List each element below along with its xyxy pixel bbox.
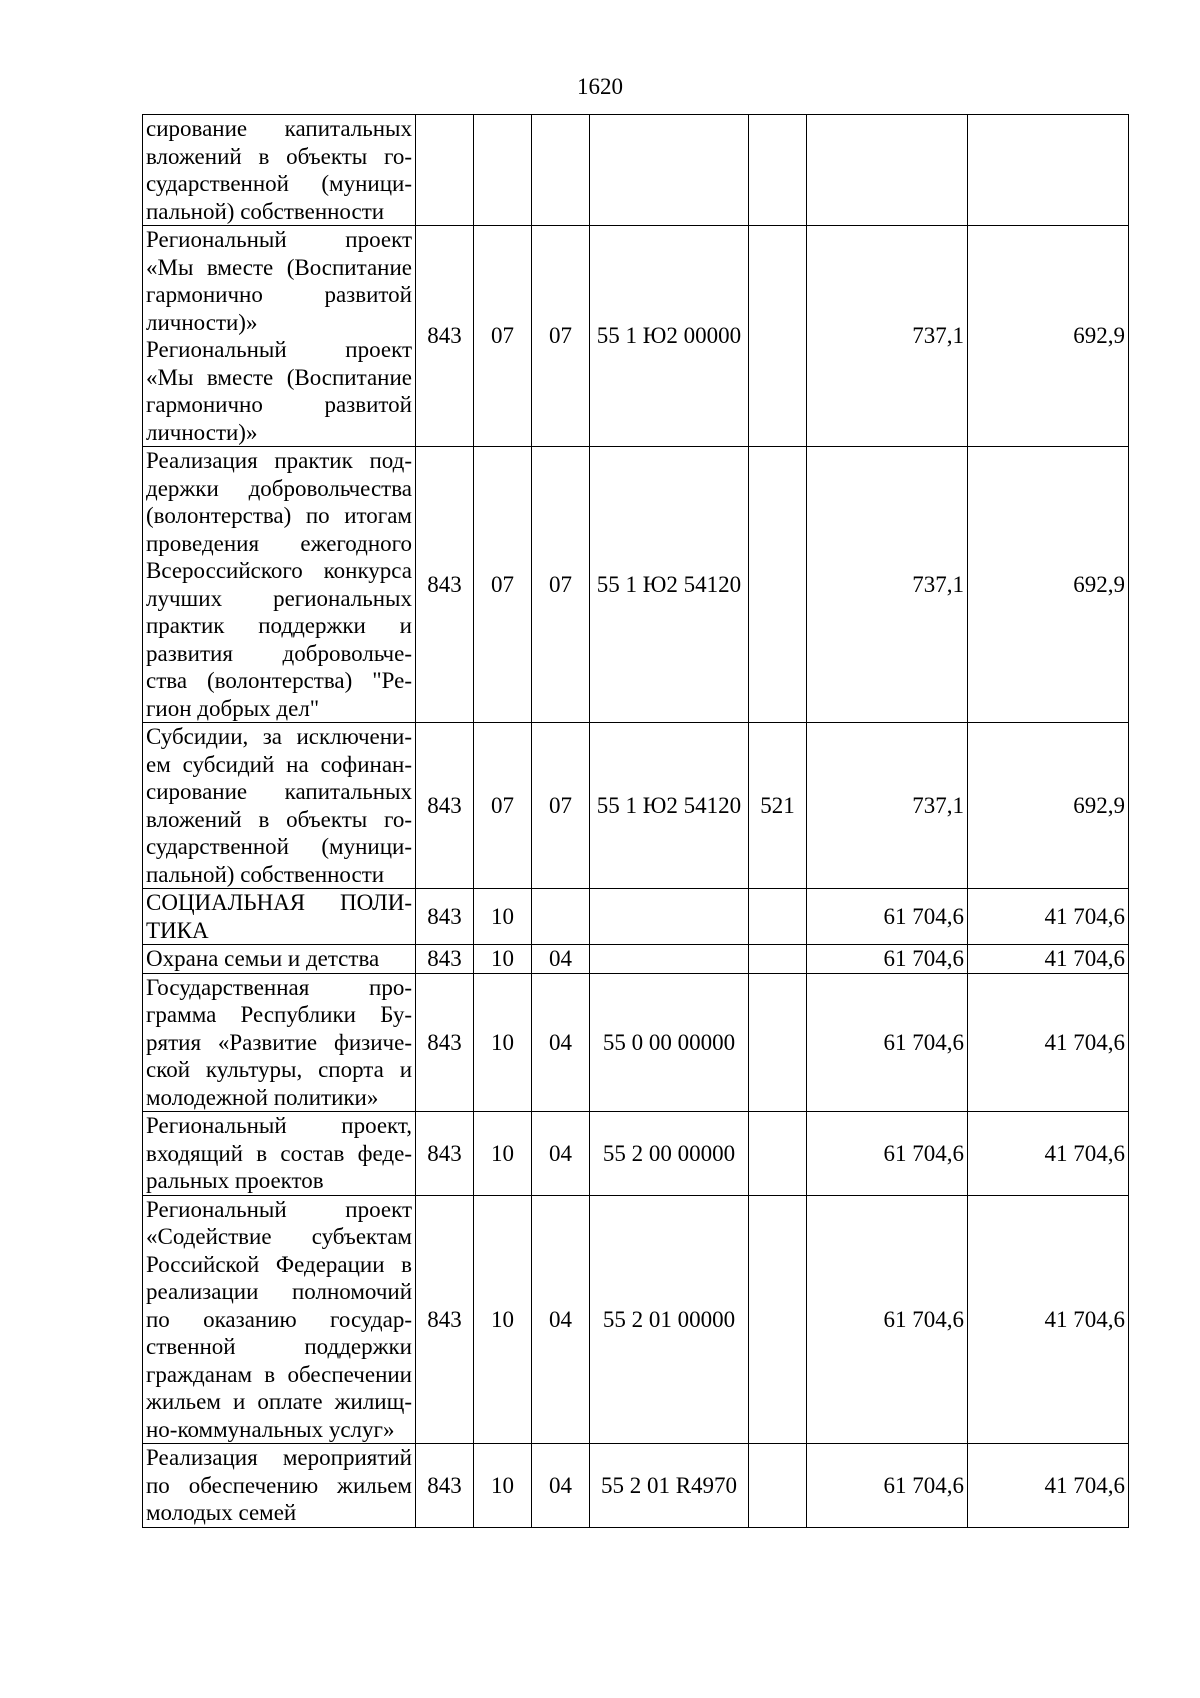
table-row (143, 973, 1129, 1112)
item-name-line: «Мы вместе (Воспитание (146, 364, 412, 390)
item-name-line: Охрана семьи и детства (146, 946, 380, 971)
subsection-code-cell: 04 (532, 1112, 590, 1196)
item-name-line: ственной поддержки (146, 1334, 412, 1359)
section-code-cell: 10 (474, 973, 532, 1112)
subsection-code-cell: 07 (532, 447, 590, 723)
dept-code-cell (416, 115, 474, 226)
item-name-line: Государственная про- (146, 974, 412, 1000)
amount-year2-cell: 692,9 (968, 723, 1129, 889)
expense-type-cell: 521 (749, 723, 807, 889)
subsection-code-cell: 04 (532, 1444, 590, 1528)
amount-year1-cell (807, 115, 968, 226)
item-name-line: сударственной (муници- (146, 834, 412, 859)
subsection-code-cell: 07 (532, 226, 590, 447)
target-article-cell: 55 2 00 00000 (590, 1112, 749, 1196)
target-article-cell: 55 1 Ю2 54120 (590, 723, 749, 889)
target-article-cell: 55 2 01 R4970 (590, 1444, 749, 1528)
dept-code-cell: 843 (416, 1112, 474, 1196)
section-code-cell: 07 (474, 447, 532, 723)
section-code-cell (474, 115, 532, 226)
amount-year1-cell: 61 704,6 (807, 1444, 968, 1528)
item-name-line: пальной) собственности (146, 198, 385, 224)
dept-code-cell: 843 (416, 889, 474, 945)
expense-type-cell (749, 447, 807, 723)
item-name-cell (143, 1195, 416, 1444)
item-name-line: по обеспечению жильем (146, 1472, 412, 1498)
amount-year1-cell: 61 704,6 (807, 889, 968, 945)
section-code-cell: 07 (474, 226, 532, 447)
target-article-cell (590, 889, 749, 945)
item-name-cell (143, 889, 416, 945)
item-name-line: «Мы вместе (Воспитание (146, 254, 412, 280)
item-name-line: Реализация мероприятий (146, 1445, 412, 1470)
table-row (143, 723, 1129, 889)
amount-year1-cell: 61 704,6 (807, 945, 968, 974)
table-row (143, 115, 1129, 226)
item-name-line: реализации полномочий (146, 1279, 412, 1304)
target-article-cell (590, 945, 749, 974)
dept-code-cell: 843 (416, 973, 474, 1112)
item-name-line: лучших региональных (146, 585, 412, 611)
item-name-line: гион добрых дел" (146, 695, 320, 721)
item-name-cell (143, 447, 416, 723)
item-name-line: личности)» (146, 309, 258, 335)
section-code-cell: 10 (474, 1112, 532, 1196)
expense-type-cell (749, 1112, 807, 1196)
amount-year2-cell: 41 704,6 (968, 945, 1129, 974)
item-name-line: ральных проектов (146, 1168, 324, 1193)
item-name-line: входящий в состав феде- (146, 1140, 412, 1166)
amount-year2-cell: 41 704,6 (968, 973, 1129, 1112)
item-name-line: «Содействие субъектам (146, 1224, 412, 1249)
section-code-cell: 10 (474, 1444, 532, 1528)
table-row (143, 1112, 1129, 1196)
expense-type-cell (749, 945, 807, 974)
item-name-line: вложений в объекты го- (146, 806, 412, 832)
item-name-line: Реализация практик под- (146, 448, 412, 473)
amount-year2-cell: 41 704,6 (968, 1444, 1129, 1528)
item-name-line: Региональный проект (146, 1196, 412, 1222)
dept-code-cell: 843 (416, 723, 474, 889)
target-article-cell: 55 2 01 00000 (590, 1195, 749, 1444)
item-name-line: Региональный проект (146, 227, 412, 252)
target-article-cell: 55 1 Ю2 00000 (590, 226, 749, 447)
item-name-line: СОЦИАЛЬНАЯ ПОЛИ- (146, 890, 412, 915)
item-name-line: Региональный проект (146, 337, 412, 362)
amount-year1-cell: 737,1 (807, 447, 968, 723)
amount-year1-cell: 737,1 (807, 723, 968, 889)
table-row (143, 226, 1129, 447)
amount-year1-cell: 61 704,6 (807, 973, 968, 1112)
item-name-line: Субсидии, за исключени- (146, 724, 412, 749)
table-row (143, 1444, 1129, 1528)
amount-year1-cell: 61 704,6 (807, 1112, 968, 1196)
item-name-line: Региональный проект, (146, 1113, 412, 1138)
expense-type-cell (749, 115, 807, 226)
expense-type-cell (749, 889, 807, 945)
item-name-line: молодых семей (146, 1500, 297, 1525)
item-name-line: гармонично развитой (146, 392, 412, 417)
dept-code-cell: 843 (416, 1195, 474, 1444)
item-name-line: грамма Республики Бу- (146, 1002, 412, 1027)
item-name-line: практик поддержки и (146, 613, 412, 638)
table-row (143, 889, 1129, 945)
amount-year2-cell: 41 704,6 (968, 1195, 1129, 1444)
subsection-code-cell: 04 (532, 945, 590, 974)
item-name-cell (143, 226, 416, 447)
expense-type-cell (749, 226, 807, 447)
item-name-cell (143, 723, 416, 889)
target-article-cell: 55 0 00 00000 (590, 973, 749, 1112)
item-name-cell (143, 945, 416, 974)
item-name-line: ской культуры, спорта и (146, 1057, 412, 1082)
subsection-code-cell (532, 115, 590, 226)
amount-year2-cell: 41 704,6 (968, 1112, 1129, 1196)
amount-year2-cell: 41 704,6 (968, 889, 1129, 945)
item-name-line: пальной) собственности (146, 861, 385, 887)
table-row (143, 447, 1129, 723)
dept-code-cell: 843 (416, 1444, 474, 1528)
budget-table (142, 114, 1129, 1528)
table-row (143, 1195, 1129, 1444)
item-name-line: ем субсидий на софинан- (146, 751, 412, 777)
item-name-line: держки добровольчества (146, 475, 412, 501)
amount-year2-cell: 692,9 (968, 226, 1129, 447)
target-article-cell: 55 1 Ю2 54120 (590, 447, 749, 723)
item-name-line: сударственной (муници- (146, 171, 412, 196)
target-article-cell (590, 115, 749, 226)
item-name-line: вложений в объекты го- (146, 143, 412, 169)
item-name-line: развития добровольче- (146, 640, 412, 666)
item-name-line: гражданам в обеспечении (146, 1361, 412, 1387)
amount-year1-cell: 737,1 (807, 226, 968, 447)
section-code-cell: 10 (474, 889, 532, 945)
amount-year2-cell: 692,9 (968, 447, 1129, 723)
item-name-line: рятия «Развитие физиче- (146, 1029, 412, 1055)
expense-type-cell (749, 1444, 807, 1528)
dept-code-cell: 843 (416, 945, 474, 974)
subsection-code-cell (532, 889, 590, 945)
item-name-cell (143, 973, 416, 1112)
expense-type-cell (749, 973, 807, 1112)
amount-year1-cell: 61 704,6 (807, 1195, 968, 1444)
section-code-cell: 10 (474, 1195, 532, 1444)
item-name-line: гармонично развитой (146, 282, 412, 307)
item-name-line: (волонтерства) по итогам (146, 503, 412, 528)
item-name-line: но-коммунальных услуг» (146, 1416, 395, 1442)
item-name-line: сирование капитальных (146, 779, 412, 804)
dept-code-cell: 843 (416, 226, 474, 447)
subsection-code-cell: 04 (532, 1195, 590, 1444)
item-name-cell (143, 1112, 416, 1196)
item-name-line: жильем и оплате жилищ- (146, 1389, 412, 1414)
item-name-line: ства (волонтерства) "Ре- (146, 668, 412, 693)
subsection-code-cell: 04 (532, 973, 590, 1112)
item-name-line: молодежной политики» (146, 1084, 379, 1110)
page-number: 1620 (577, 74, 623, 99)
dept-code-cell: 843 (416, 447, 474, 723)
item-name-line: личности)» (146, 419, 258, 445)
expense-type-cell (749, 1195, 807, 1444)
section-code-cell: 07 (474, 723, 532, 889)
item-name-line: сирование капитальных (146, 116, 412, 141)
item-name-line: Российской Федерации в (146, 1251, 412, 1277)
amount-year2-cell (968, 115, 1129, 226)
section-code-cell: 10 (474, 945, 532, 974)
table-body (143, 115, 1129, 1528)
table-row (143, 945, 1129, 974)
item-name-line: по оказанию государ- (146, 1306, 412, 1332)
item-name-cell (143, 115, 416, 226)
item-name-cell (143, 1444, 416, 1528)
subsection-code-cell: 07 (532, 723, 590, 889)
item-name-line: Всероссийского конкурса (146, 558, 412, 583)
item-name-line: проведения ежегодного (146, 530, 412, 556)
item-name-line: ТИКА (146, 917, 209, 943)
